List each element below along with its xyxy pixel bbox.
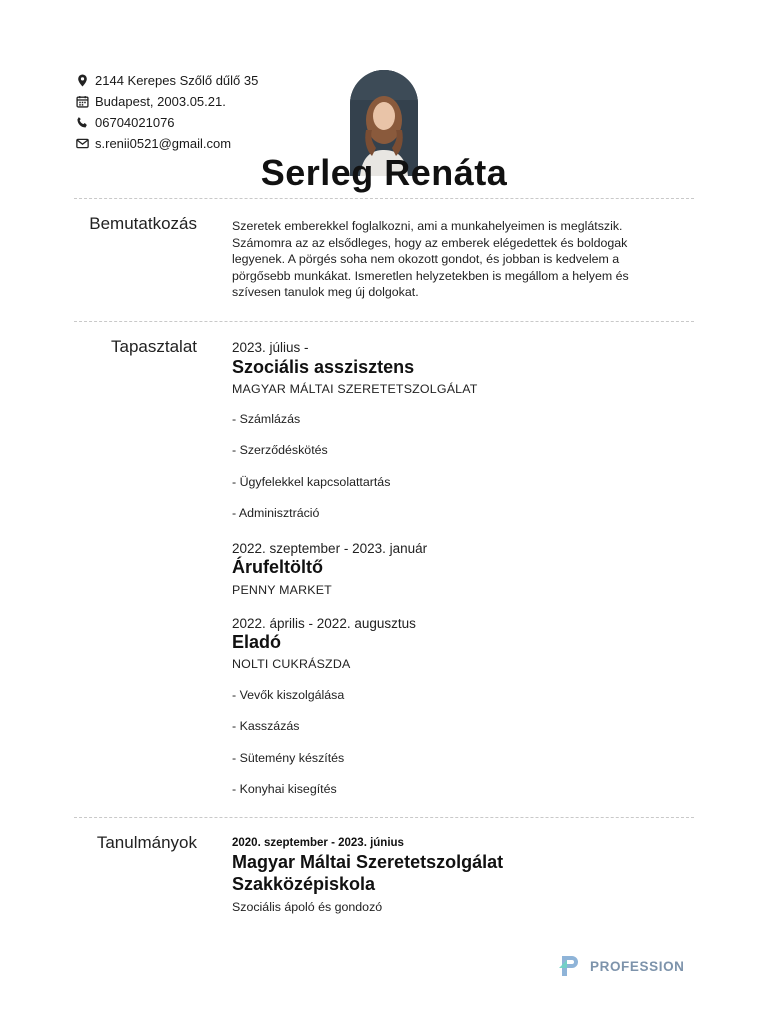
job-company: NOLTI CUKRÁSZDA bbox=[232, 657, 351, 671]
profession-p-icon bbox=[558, 954, 584, 978]
job-date: 2022. április - 2022. augusztus bbox=[232, 616, 416, 631]
profession-logo[interactable] bbox=[558, 954, 685, 978]
job-title: Szociális asszisztens bbox=[232, 357, 415, 377]
section-divider bbox=[74, 321, 694, 322]
education-program: Szociális ápoló és gondozó bbox=[232, 900, 383, 914]
address-text: 2144 Kerepes Szőlő dűlő 35 bbox=[95, 73, 259, 88]
job-company: MAGYAR MÁLTAI SZERETETSZOLGÁLAT bbox=[232, 382, 478, 396]
job-bullet: - Sütemény készítés bbox=[232, 751, 345, 765]
full-name: Serleg Renáta bbox=[260, 152, 508, 193]
job-company: PENNY MARKET bbox=[232, 583, 332, 597]
education-school: Magyar Máltai Szeretetszolgálat Szakközépiskola bbox=[232, 852, 504, 894]
birth-text: Budapest, 2003.05.21. bbox=[95, 94, 226, 109]
job-date: 2023. július - bbox=[232, 340, 309, 355]
experience-heading: Tapasztalat bbox=[111, 337, 197, 356]
contact-info bbox=[76, 70, 258, 154]
job-bullet: - Kasszázás bbox=[232, 719, 300, 733]
job-bullet: - Szerződéskötés bbox=[232, 443, 328, 457]
envelope-icon bbox=[76, 137, 89, 150]
job-bullet: - Adminisztráció bbox=[232, 506, 320, 520]
job-bullet: - Konyhai kisegítés bbox=[232, 782, 337, 796]
location-pin-icon bbox=[76, 74, 89, 87]
profession-logo-text: PROFESSION bbox=[590, 958, 685, 974]
job-bullet: - Számlázás bbox=[232, 412, 301, 426]
job-bullet: - Ügyfelekkel kapcsolattartás bbox=[232, 475, 391, 489]
contact-address bbox=[76, 70, 258, 91]
contact-birth bbox=[76, 91, 258, 112]
contact-email bbox=[76, 133, 258, 154]
job-title: Eladó bbox=[232, 632, 282, 652]
intro-heading: Bemutatkozás bbox=[89, 214, 197, 233]
contact-phone bbox=[76, 112, 258, 133]
education-date: 2020. szeptember - 2023. június bbox=[232, 837, 404, 849]
job-title: Árufeltöltő bbox=[232, 557, 323, 577]
phone-text[interactable]: 06704021076 bbox=[95, 115, 175, 130]
job-date: 2022. szeptember - 2023. január bbox=[232, 541, 428, 556]
calendar-icon bbox=[76, 95, 89, 108]
phone-icon bbox=[76, 116, 89, 129]
job-bullet: - Vevők kiszolgálása bbox=[232, 688, 345, 702]
section-divider bbox=[74, 817, 694, 818]
intro-text: Szeretek emberekkel foglalkozni, ami a munkahelyeimen is meglátszik. Számomra az az elsődleges, hogy az emberek elégedettek és boldogak legyenek. A pörgés soha nem okozott gondot, és jobban is kedvelem a pörgősebb munkákat. Ismeretlen helyzetekben is megállom a helyem és szívesen tanulok meg új dolgokat. bbox=[232, 219, 629, 300]
education-heading: Tanulmányok bbox=[96, 833, 197, 852]
section-divider bbox=[74, 198, 694, 199]
email-text[interactable]: s.renii0521@gmail.com bbox=[95, 136, 232, 151]
